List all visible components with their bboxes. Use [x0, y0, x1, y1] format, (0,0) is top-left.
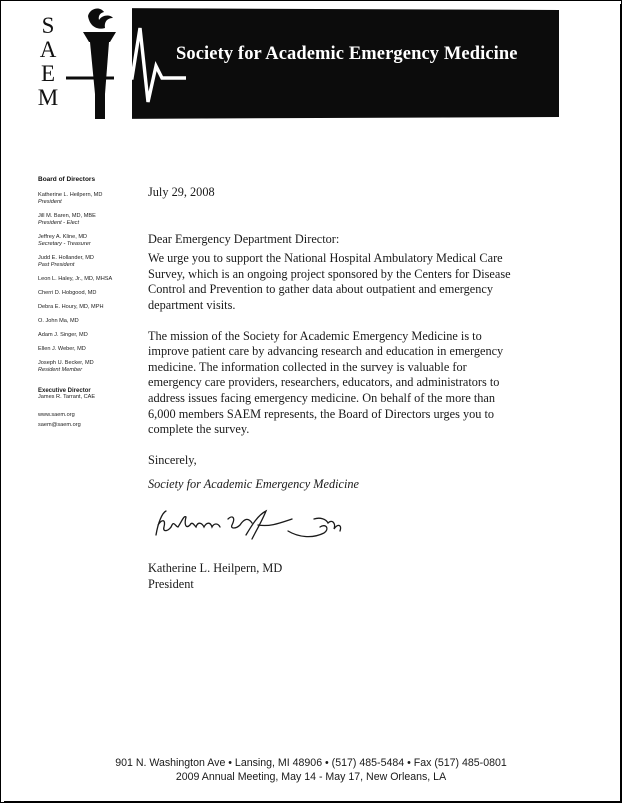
- board-heading: Board of Directors: [38, 176, 96, 183]
- letter-paragraph: We urge you to support the National Hospital Ambulatory Medical Care Survey, which is an ongoing project sponsored by the Centers for Disease Control and Prevention to gather data about outpatient and emergency department visits.: [148, 251, 511, 312]
- board-member: [38, 234, 130, 248]
- logo-acronym: [36, 14, 60, 110]
- letter-salutation: Dear Emergency Department Director:: [148, 231, 340, 246]
- letter-closing: Sincerely,: [148, 452, 197, 467]
- website-link[interactable]: www.saem.org: [38, 412, 75, 418]
- footer-address: 901 N. Washington Ave • Lansing, MI 48906 • (517) 485-5484 • Fax (517) 485-0801: [115, 757, 507, 769]
- board-sidebar: [38, 176, 130, 430]
- signer-title: President: [148, 576, 194, 591]
- letter-body: [148, 185, 520, 493]
- signer-name: Katherine L. Heilpern, MD: [148, 561, 283, 575]
- board-member: [38, 360, 130, 374]
- member-role: President: [38, 199, 62, 205]
- member-name: Ellen J. Weber, MD: [38, 346, 86, 352]
- member-name: Joseph U. Becker, MD: [38, 360, 94, 366]
- signer-block: [148, 561, 282, 592]
- letter-paragraph: The mission of the Society for Academic Emergency Medicine is to improve patient care by advancing research and education in emergency medicine. The information collected in the survey is valuable for emergency care providers, researchers, educators, and administrators to address issues facing emergency medicine. On behalf of the more than 6,000 members SAEM represents, the Board of Directors urges you to complete the survey.: [148, 328, 504, 437]
- member-name: Leon L. Haley, Jr., MD, MHSA: [38, 276, 113, 282]
- member-role: Secretary - Treasurer: [38, 241, 91, 247]
- org-name-banner: Society for Academic Emergency Medicine: [176, 44, 518, 64]
- member-name: O. John Ma, MD: [38, 318, 79, 324]
- member-role: President - Elect: [38, 220, 80, 226]
- member-name: Cherri D. Hobgood, MD: [38, 290, 97, 296]
- member-name: Jill M. Baren, MD, MBE: [38, 213, 96, 219]
- logo-letter-e: E: [40, 61, 56, 86]
- board-member: [38, 346, 130, 353]
- member-role: Past President: [38, 262, 75, 268]
- executive-heading: Executive Director: [38, 388, 91, 394]
- board-member: [38, 304, 130, 311]
- executive-name: James R. Tarrant, CAE: [38, 394, 96, 400]
- member-name: Adam J. Singer, MD: [38, 332, 88, 338]
- member-name: Debra E. Houry, MD, MPH: [38, 304, 104, 310]
- logo-letter-a: A: [39, 37, 57, 62]
- logo-letter-s: S: [41, 13, 55, 38]
- email-link[interactable]: saem@saem.org: [38, 422, 81, 428]
- board-member: [38, 290, 130, 297]
- member-name: Jeffrey A. Kline, MD: [38, 234, 88, 240]
- member-name: Katherine L. Heilpern, MD: [38, 192, 103, 198]
- footer-meeting: 2009 Annual Meeting, May 14 - May 17, New Orleans, LA: [175, 771, 447, 783]
- board-member: [38, 192, 130, 206]
- board-member: [38, 276, 130, 283]
- letter-date: July 29, 2008: [148, 185, 215, 199]
- executive-director-block: [38, 388, 130, 401]
- member-role: Resident Member: [38, 367, 83, 373]
- member-name: Judd E. Hollander, MD: [38, 255, 94, 261]
- board-member: [38, 318, 130, 325]
- board-member: [38, 332, 130, 339]
- board-member: [38, 213, 130, 227]
- contact-block: [38, 410, 130, 430]
- letter-org-signoff: Society for Academic Emergency Medicine: [148, 477, 360, 492]
- logo-letter-m: M: [37, 85, 59, 110]
- handwritten-signature: [148, 505, 348, 547]
- board-member: [38, 255, 130, 269]
